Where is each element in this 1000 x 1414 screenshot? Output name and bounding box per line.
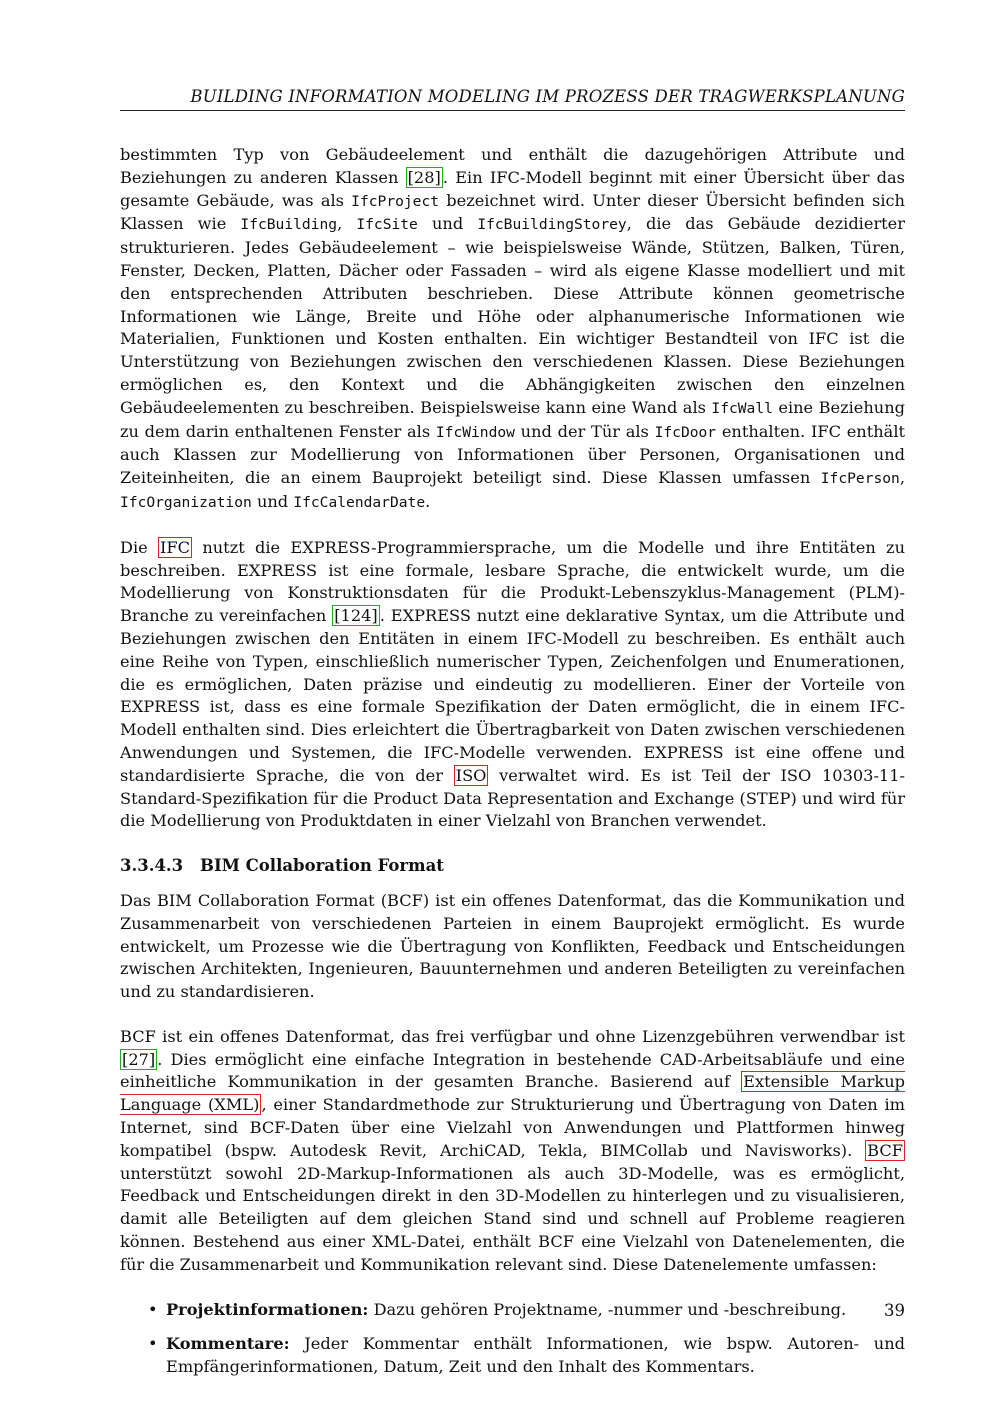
- acronym-link-xml[interactable]: Extensible Markup Language (XML): [120, 1072, 906, 1115]
- code-term: IfcCalendarDate: [293, 493, 426, 511]
- text-run: . Ein IFC-Modell beginnt mit einer Übersicht über das gesamte Gebäude, was als: [120, 167, 905, 210]
- list-item-term: Projektinformationen:: [166, 1299, 369, 1319]
- code-term: IfcOrganization: [120, 493, 252, 511]
- code-term: IfcBuildingStorey: [477, 216, 627, 234]
- list-item: [120, 1299, 905, 1322]
- text-run: , die das Gebäude dezidierter strukturieren. Jedes Gebäudeelement – wie beispielsweise Wände, Stützen, Balken, Türen, Fenster, Decken, Platten, Dächer oder Fassaden – wird als eigene Klasse modelliert und mit den entsprechenden Attributen beschrieben. Diese Attribute können geometrische Informationen wie Länge, Breite und Höhe oder alphanumerische Informationen wie Materialien, Funktionen und Kosten enthalten. Ein wichtiger Bestandteil von IFC ist die Unterstützung von Beziehungen zwischen den verschiedenen Klassen. Diese Beziehungen ermöglichen es, den Kontext und die Abhängigkeiten zwischen den einzelnen Gebäudeelementen zu beschreiben. Beispielsweise kann eine Wand als: [120, 214, 905, 417]
- text-run: und: [251, 491, 294, 511]
- paragraph-bcf-details: [120, 1026, 905, 1277]
- running-title: BUILDING INFORMATION MODELING IM PROZESS DER TRAGWERKSPLANUNG: [190, 87, 905, 106]
- page-number: 39: [884, 1301, 905, 1320]
- list-item-text: Jeder Kommentar enthält Informationen, wie bspw. Autoren- und Empfängerinformationen, Datum, Zeit und den Inhalt des Kommentars.: [166, 1334, 905, 1377]
- text-run: ,: [337, 214, 357, 234]
- list-item-text: Dazu gehören Projektname, -nummer und -beschreibung.: [368, 1299, 847, 1319]
- code-term: IfcSite: [356, 216, 418, 234]
- bullet-marker: •: [148, 1334, 158, 1354]
- paragraph-express: [120, 537, 905, 833]
- text-run: , einer Standardmethode zur Strukturierung und Übertragung von Daten im Internet, sind BCF-Daten über eine Vielzahl von Anwendungen und Plattformen hinweg kompatibel (bspw. Autodesk Revit, ArchiCAD, Tekla, BIMCollab und Navisworks).: [120, 1095, 905, 1160]
- acronym-link-iso[interactable]: ISO: [455, 765, 487, 785]
- list-item-term: Kommentare:: [166, 1334, 290, 1354]
- code-term: IfcDoor: [654, 423, 717, 441]
- text-run: BCF ist ein offenes Datenformat, das frei verfügbar und ohne Lizenzgebühren verwendbar ist: [120, 1026, 905, 1046]
- list-item: [120, 1333, 905, 1379]
- text-run: . Dies ermöglicht eine einfache Integration in bestehende CAD-Arbeitsabläufe und eine einheitliche Kommunikation in der gesamten Branche. Basierend auf: [120, 1049, 905, 1092]
- text-run: eine Beziehung zu dem darin enthaltenen Fenster als: [120, 397, 905, 441]
- bullet-list: [120, 1299, 905, 1379]
- text-run: bezeichnet wird. Unter dieser Übersicht befinden sich Klassen wie: [120, 190, 905, 234]
- code-term: IfcPerson: [820, 470, 900, 488]
- text-run: nutzt die EXPRESS-Programmiersprache, um die Modelle und ihre Entitäten zu beschreiben. EXPRESS ist eine formale, lesbare Sprache, die entwickelt wurde, um die Modellierung von Konstruktionsdaten für die Produkt-Lebenszyklus-Management (PLM)-Branche zu vereinfachen: [120, 537, 905, 626]
- text-run: . EXPRESS nutzt eine deklarative Syntax, um die Attribute und Beziehungen zwischen den Entitäten in einem IFC-Modell zu beschreiben. Es enthält auch eine Reihe von Typen, einschließlich numerischer Typen, Zeichenfolgen und Enumerationen, die es ermöglichen, Daten präzise und eindeutig zu modellieren. Einer der Vorteile von EXPRESS ist, dass es eine formale Spezifikation der Daten ermöglicht, die in einem IFC-Modell enthalten sind. Dies erleichtert die Übertragbarkeit von Daten zwischen verschiedenen Anwendungen und Systemen, die IFC-Modelle verwenden. EXPRESS ist eine offene und standardisierte Sprache, die von der: [120, 606, 905, 785]
- bullet-marker: •: [148, 1299, 158, 1319]
- code-term: IfcBuilding: [240, 216, 338, 234]
- section-heading: [120, 855, 905, 878]
- paragraph-ifc-classes: [120, 144, 905, 515]
- page-body: [120, 144, 905, 1391]
- text-run: bestimmten Typ von Gebäudeelement und enthält die dazugehörigen Attribute und Beziehungen zu anderen Klassen: [120, 145, 905, 187]
- code-term: IfcProject: [351, 192, 440, 210]
- section-title: BIM Collaboration Format: [200, 856, 444, 876]
- acronym-link-ifc[interactable]: IFC: [160, 537, 191, 557]
- text-run: verwaltet wird. Es ist Teil der ISO 10303-11-Standard-Spezifikation für die Product Data Representation and Exchange (STEP) und wird für die Modellierung von Produktdaten in einer Vielzahl von Branchen verwendet.: [120, 765, 905, 831]
- text-run: Die: [120, 537, 159, 557]
- citation-link[interactable]: [28]: [407, 167, 441, 187]
- text-run: und der Tür als: [514, 421, 655, 441]
- text-run: unterstützt sowohl 2D-Markup-Informationen als auch 3D-Modelle, was es ermöglicht, Feedback und Entscheidungen direkt in den 3D-Modellen zu hinterlegen und zu visualisieren, damit alle Beteiligten auf dem gleichen Stand sind und schnell auf Probleme reagieren können. Bestehend aus einer XML-Datei, enthält BCF eine Vielzahl von Datenelementen, die für die Zusammenarbeit und Kommunikation relevant sind. Diese Datenelemente umfassen:: [120, 1163, 905, 1274]
- text-run: .: [425, 491, 431, 511]
- code-term: IfcWall: [711, 399, 773, 417]
- paragraph-bcf-intro: Das BIM Collaboration Format (BCF) ist ein offenes Datenformat, das die Kommunikation und Zusammenarbeit von verschiedenen Parteien in einem Bauprojekt ermöglicht. Es wurde entwickelt, um Prozesse wie die Übertragung von Konflikten, Feedback und Entscheidungen zwischen Architekten, Ingenieuren, Bauunternehmen und anderen Beteiligten zu vereinfachen und zu standardisieren.: [120, 890, 905, 1002]
- running-header: [120, 86, 905, 111]
- code-term: IfcWindow: [435, 423, 515, 441]
- citation-link[interactable]: [27]: [122, 1049, 156, 1069]
- text-run: ,: [899, 468, 905, 488]
- acronym-link-bcf[interactable]: BCF: [867, 1140, 903, 1160]
- citation-link[interactable]: [124]: [334, 606, 378, 626]
- text-run: und: [417, 214, 478, 234]
- section-number: 3.3.4.3: [120, 856, 184, 876]
- text-run: enthalten. IFC enthält auch Klassen zur Modellierung von Informationen über Personen, Organisationen und Zeiteinheiten, die an einem Bauprojekt beteiligt sind. Diese Klassen umfassen: [120, 421, 905, 488]
